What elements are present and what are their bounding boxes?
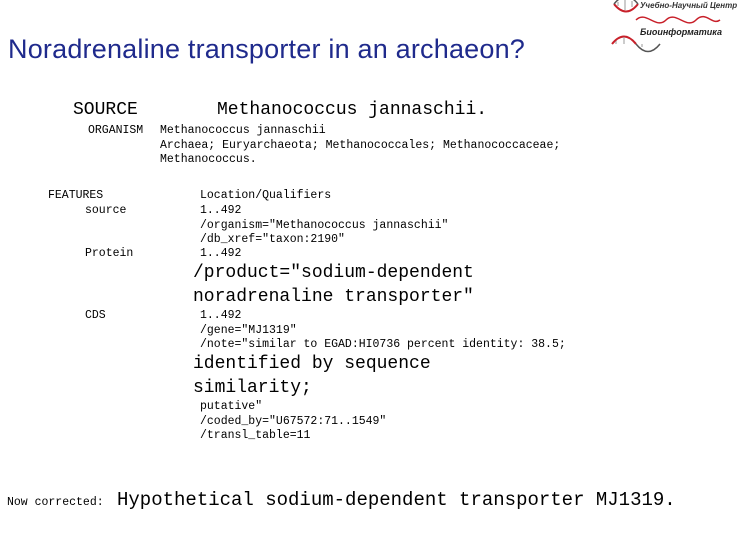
cds-big-line: similarity;: [193, 378, 312, 398]
location-header: Location/Qualifiers: [200, 189, 332, 202]
cds-line: /note="similar to EGAD:HI0736 percent identity: 38.5;: [200, 338, 566, 351]
organism-line: Methanococcus.: [160, 153, 257, 166]
protein-label: Protein: [85, 247, 134, 260]
source-feature-line: /organism="Methanococcus jannaschii": [200, 218, 449, 232]
features-header: FEATURES: [48, 189, 104, 202]
source-label: SOURCE: [73, 100, 138, 120]
source-feature-line: 1..492: [200, 204, 242, 217]
logo-line-1: Учебно-Научный Центр: [640, 1, 737, 10]
cds-big-line: identified by sequence: [193, 354, 431, 374]
protein-product-line: /product="sodium-dependent: [193, 263, 474, 283]
organism-label: ORGANISM: [88, 124, 144, 137]
cds-line: /gene="MJ1319": [200, 323, 297, 337]
organism-line: Archaea; Euryarchaeota; Methanococcales; Methanococcaceae;: [160, 138, 561, 152]
logo: [612, 0, 737, 48]
page-title: Noradrenaline transporter in an archaeon?: [8, 34, 526, 64]
protein-range: 1..492: [200, 247, 242, 260]
logo-line-2: Биоинформатика: [640, 27, 722, 37]
source-value: Methanococcus jannaschii.: [217, 100, 488, 120]
organism-line: Methanococcus jannaschii: [160, 124, 326, 137]
cds-label: CDS: [85, 309, 106, 322]
cds-tail-line: putative": [200, 400, 263, 413]
source-feature-label: source: [85, 204, 127, 217]
source-feature-line: /db_xref="taxon:2190": [200, 233, 345, 246]
footer-text: Hypothetical sodium-dependent transporter MJ1319.: [117, 489, 676, 511]
cds-tail-line: /transl_table=11: [200, 429, 311, 442]
cds-line: 1..492: [200, 309, 242, 322]
cds-tail-line: /coded_by="U67572:71..1549": [200, 414, 387, 428]
protein-product-line: noradrenaline transporter": [193, 287, 474, 307]
footer-label: Now corrected:: [7, 496, 104, 509]
